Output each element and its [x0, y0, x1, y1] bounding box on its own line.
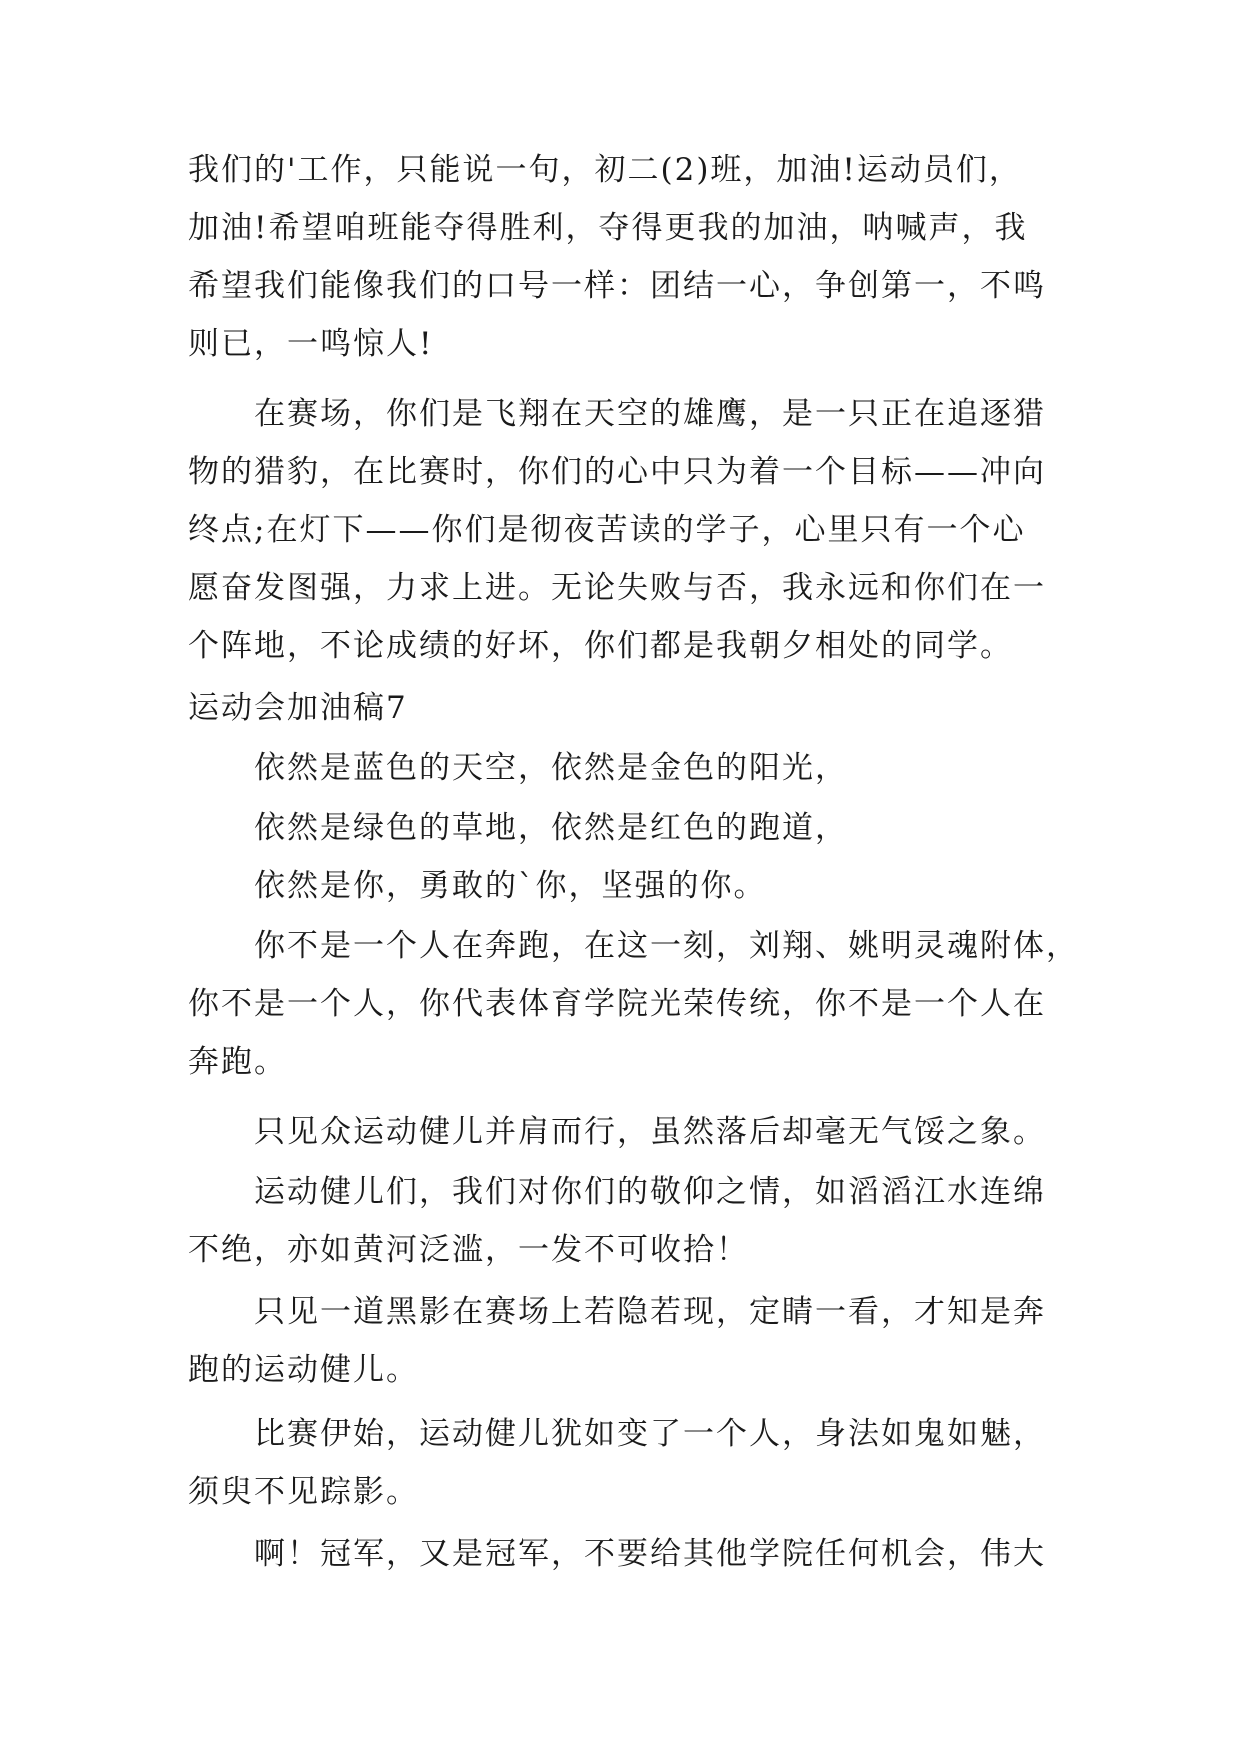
paragraph-line: 则已，一鸣惊人!: [188, 326, 434, 362]
paragraph-line: 依然是绿色的草地，依然是红色的跑道，: [254, 810, 848, 846]
paragraph-line: 不绝，亦如黄河泛滥，一发不可收拾！: [188, 1232, 749, 1268]
paragraph-line: 个阵地，不论成绩的好坏，你们都是我朝夕相处的同学。: [188, 628, 1013, 664]
paragraph-line: 终点;在灯下——你们是彻夜苦读的学子，心里只有一个心: [188, 512, 1026, 548]
paragraph-line: 依然是你，勇敢的`你，坚强的你。: [254, 868, 767, 904]
paragraph-line: 加油!希望咱班能夺得胜利，夺得更我的加油，呐喊声，我: [188, 210, 1028, 246]
paragraph-line: 跑的运动健儿。: [188, 1352, 419, 1388]
paragraph-line: 我们的'工作，只能说一句，初二(2)班，加油!运动员们，: [188, 152, 1022, 188]
paragraph-line: 比赛伊始，运动健儿犹如变了一个人，身法如鬼如魅，: [254, 1416, 1046, 1452]
paragraph-line: 须臾不见踪影。: [188, 1474, 419, 1510]
paragraph-line: 啊！冠军，又是冠军，不要给其他学院任何机会，伟大: [254, 1536, 1046, 1572]
paragraph-line: 奔跑。: [188, 1044, 287, 1080]
section-heading: 运动会加油稿7: [188, 690, 408, 726]
paragraph-line: 运动健儿们，我们对你们的敬仰之情，如滔滔江水连绵: [254, 1174, 1046, 1210]
paragraph-line: 只见众运动健儿并肩而行，虽然落后却毫无气馁之象。: [254, 1114, 1046, 1150]
paragraph-line: 只见一道黑影在赛场上若隐若现，定睛一看，才知是奔: [254, 1294, 1046, 1330]
paragraph-line: 在赛场，你们是飞翔在天空的雄鹰，是一只正在追逐猎: [254, 396, 1046, 432]
paragraph-line: 愿奋发图强，力求上进。无论失败与否，我永远和你们在一: [188, 570, 1046, 606]
paragraph-line: 依然是蓝色的天空，依然是金色的阳光，: [254, 750, 848, 786]
paragraph-line: 希望我们能像我们的口号一样：团结一心，争创第一，不鸣: [188, 268, 1046, 304]
paragraph-line: 你不是一个人在奔跑，在这一刻，刘翔、姚明灵魂附体，: [254, 928, 1079, 964]
paragraph-line: 物的猎豹，在比赛时，你们的心中只为着一个目标——冲向: [188, 454, 1046, 490]
paragraph-line: 你不是一个人，你代表体育学院光荣传统，你不是一个人在: [188, 986, 1046, 1022]
